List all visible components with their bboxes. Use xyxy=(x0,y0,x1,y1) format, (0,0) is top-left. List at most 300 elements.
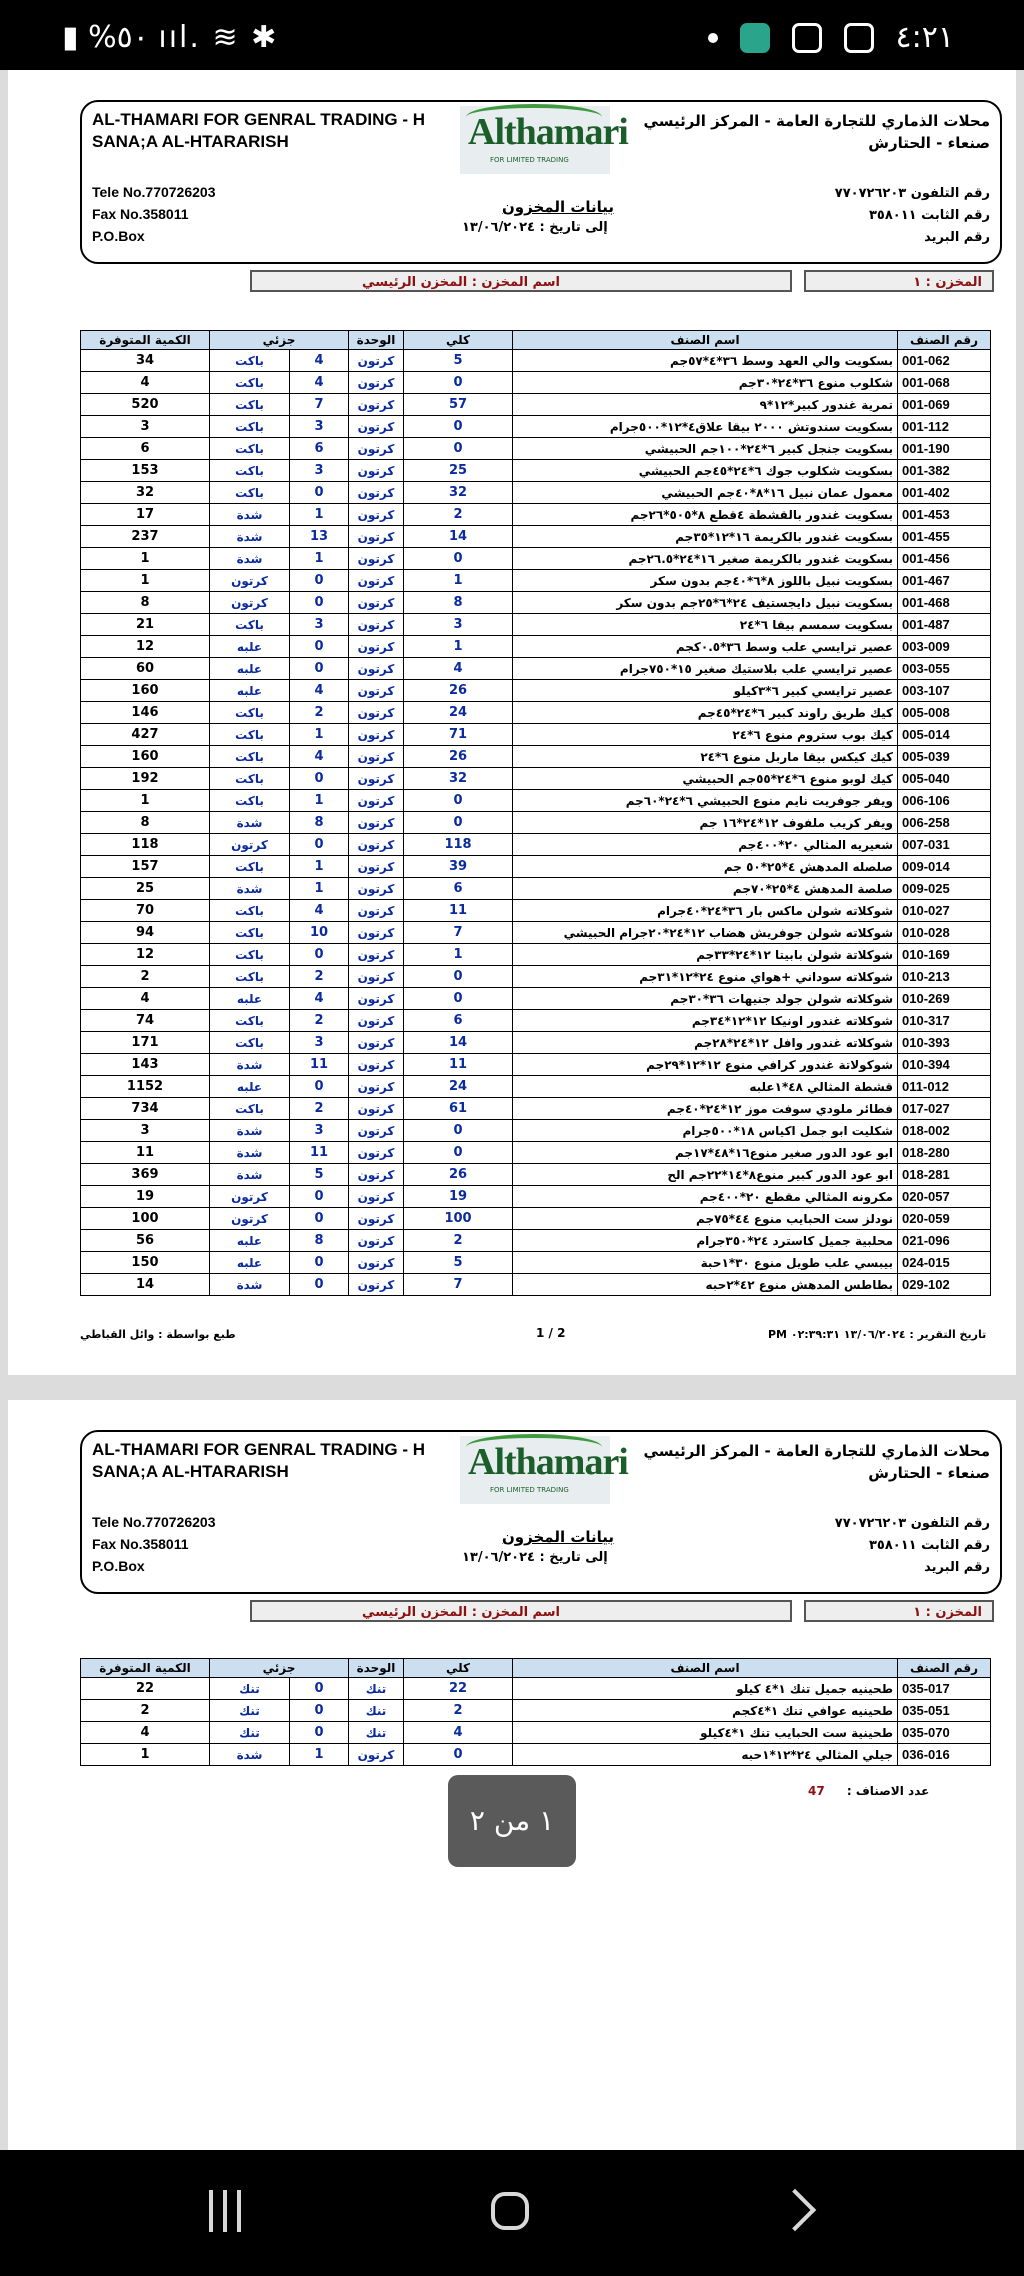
package-unit-cell: شدة xyxy=(210,1274,290,1296)
item-name-cell: كيك لوبو منوع ٦*٢٤*٥٥جم الحبيشي xyxy=(513,768,898,790)
item-code-cell: 001-402 xyxy=(898,482,991,504)
col-name-header: اسم الصنف xyxy=(513,1659,898,1678)
total-qty-cell: 26 xyxy=(404,680,513,702)
total-qty-cell: 4 xyxy=(404,1722,513,1744)
total-qty-cell: 0 xyxy=(404,1142,513,1164)
table-row xyxy=(81,1010,991,1032)
item-code-cell: 018-280 xyxy=(898,1142,991,1164)
table-row xyxy=(81,680,991,702)
partial-qty-cell: 0 xyxy=(290,834,349,856)
table-row xyxy=(81,922,991,944)
qty-cell: 12 xyxy=(81,944,210,966)
package-unit-cell: باكت xyxy=(210,746,290,768)
unit-cell: كرتون xyxy=(349,592,404,614)
item-name-cell: تمرية غندور كبير*١٢*٩ xyxy=(513,394,898,416)
table-row xyxy=(81,1098,991,1120)
company-name-ar: محلات الذماري للتجارة العامة - المركز الرئيسي xyxy=(643,112,990,130)
pobox-en: P.O.Box xyxy=(92,228,145,244)
total-qty-cell: 14 xyxy=(404,526,513,548)
package-unit-cell: باكت xyxy=(210,900,290,922)
item-code-cell: 018-281 xyxy=(898,1164,991,1186)
unit-cell: كرتون xyxy=(349,1032,404,1054)
package-unit-cell: تنك xyxy=(210,1722,290,1744)
total-qty-cell: 71 xyxy=(404,724,513,746)
item-name-cell: بسكويت نبيل دايجستيف ٢٤*٦*٢٥جم بدون سكر xyxy=(513,592,898,614)
item-name-cell: شعيريه المثالي ٢٠*٤٠٠جم xyxy=(513,834,898,856)
item-name-cell: شوكلاته غندور اونيكا ١٢*١٢*٣٤جم xyxy=(513,1010,898,1032)
total-qty-cell: 32 xyxy=(404,482,513,504)
unit-cell: كرتون xyxy=(349,702,404,724)
unit-cell: كرتون xyxy=(349,1164,404,1186)
partial-qty-cell: 3 xyxy=(290,460,349,482)
qty-cell: 14 xyxy=(81,1274,210,1296)
company-name-en: AL-THAMARI FOR GENRAL TRADING - H xyxy=(92,1440,426,1459)
phone-ar: رقم التلفون ٧٧٠٧٢٦٢٠٣ xyxy=(834,186,990,201)
package-unit-cell: شدة xyxy=(210,812,290,834)
qty-cell: 150 xyxy=(81,1252,210,1274)
unit-cell: كرتون xyxy=(349,438,404,460)
table-row xyxy=(81,394,991,416)
page-number: 1 / 2 xyxy=(536,1326,566,1340)
partial-qty-cell: 2 xyxy=(290,1010,349,1032)
unit-cell: كرتون xyxy=(349,856,404,878)
item-name-cell: محلبية جميل كاسترد ٢٤*٣٥٠جرام xyxy=(513,1230,898,1252)
table-row xyxy=(81,988,991,1010)
partial-qty-cell: 4 xyxy=(290,746,349,768)
qty-cell: 160 xyxy=(81,680,210,702)
phone-en: Tele No.770726203 xyxy=(92,184,216,200)
notification-dot-icon xyxy=(708,33,718,43)
unit-cell: كرتون xyxy=(349,1208,404,1230)
instagram-icon xyxy=(844,23,874,53)
item-code-cell: 003-055 xyxy=(898,658,991,680)
unit-cell: كرتون xyxy=(349,1142,404,1164)
package-unit-cell: باكت xyxy=(210,768,290,790)
item-code-cell: 010-269 xyxy=(898,988,991,1010)
item-name-cell: بسكويت جنجل كبير ٦*٢٤*١٠٠جم الحبيشي xyxy=(513,438,898,460)
table-row xyxy=(81,460,991,482)
qty-cell: 4 xyxy=(81,988,210,1010)
qty-cell: 146 xyxy=(81,702,210,724)
qty-cell: 32 xyxy=(81,482,210,504)
qty-cell: 1 xyxy=(81,548,210,570)
unit-cell: كرتون xyxy=(349,834,404,856)
item-name-cell: فطائر ملودي سوفت موز ١٢*٢٤*٤٠جم xyxy=(513,1098,898,1120)
total-qty-cell: 2 xyxy=(404,1700,513,1722)
item-name-cell: عصير ترايسي علب وسط ٣٦*٠.٥كجم xyxy=(513,636,898,658)
table-row xyxy=(81,1164,991,1186)
unit-cell: كرتون xyxy=(349,1010,404,1032)
battery-text: %٥٠ xyxy=(88,20,159,55)
item-name-cell: شوكولاتة غندور كرافي منوع ١٢*١٢*٢٩جم xyxy=(513,1054,898,1076)
unit-cell: تنك xyxy=(349,1700,404,1722)
package-unit-cell: باكت xyxy=(210,966,290,988)
package-unit-cell: باكت xyxy=(210,1098,290,1120)
partial-qty-cell: 1 xyxy=(290,878,349,900)
unit-cell: كرتون xyxy=(349,570,404,592)
table-row xyxy=(81,724,991,746)
back-button[interactable] xyxy=(774,2189,816,2231)
total-qty-cell: 0 xyxy=(404,1120,513,1142)
partial-qty-cell: 0 xyxy=(290,636,349,658)
item-code-cell: 036-016 xyxy=(898,1744,991,1766)
total-qty-cell: 0 xyxy=(404,372,513,394)
partial-qty-cell: 11 xyxy=(290,1054,349,1076)
table-row xyxy=(81,1054,991,1076)
store-name-box: اسم المخزن : المخزن الرئيسي xyxy=(250,270,792,292)
item-code-cell: 018-002 xyxy=(898,1120,991,1142)
qty-cell: 100 xyxy=(81,1208,210,1230)
total-qty-cell: 100 xyxy=(404,1208,513,1230)
package-unit-cell: باكت xyxy=(210,856,290,878)
unit-cell: كرتون xyxy=(349,1120,404,1142)
item-name-cell: ابو عود الدور صغير منوع١٦*٤٨*١٧جم xyxy=(513,1142,898,1164)
partial-qty-cell: 0 xyxy=(290,1274,349,1296)
status-right xyxy=(708,20,954,55)
table-row xyxy=(81,1142,991,1164)
partial-qty-cell: 3 xyxy=(290,614,349,636)
package-unit-cell: باكت xyxy=(210,944,290,966)
total-qty-cell: 0 xyxy=(404,988,513,1010)
item-code-cell: 011-012 xyxy=(898,1076,991,1098)
unit-cell: تنك xyxy=(349,1722,404,1744)
table-row xyxy=(81,1230,991,1252)
item-code-cell: 029-102 xyxy=(898,1274,991,1296)
package-unit-cell: باكت xyxy=(210,350,290,372)
col-unit-header: الوحدة xyxy=(349,1659,404,1678)
partial-qty-cell: 1 xyxy=(290,790,349,812)
total-qty-cell: 24 xyxy=(404,702,513,724)
unit-cell: كرتون xyxy=(349,944,404,966)
partial-qty-cell: 4 xyxy=(290,988,349,1010)
total-qty-cell: 19 xyxy=(404,1186,513,1208)
package-unit-cell: باكت xyxy=(210,724,290,746)
qty-cell: 34 xyxy=(81,350,210,372)
company-name-ar: محلات الذماري للتجارة العامة - المركز الرئيسي xyxy=(643,1442,990,1460)
col-juz-header: جزئي xyxy=(210,1659,349,1678)
col-kulli-header: كلي xyxy=(404,331,513,350)
package-unit-cell: شدة xyxy=(210,878,290,900)
total-qty-cell: 24 xyxy=(404,1076,513,1098)
col-name-header: اسم الصنف xyxy=(513,331,898,350)
table-row xyxy=(81,1120,991,1142)
package-unit-cell: تنك xyxy=(210,1678,290,1700)
pobox-en: P.O.Box xyxy=(92,1558,145,1574)
package-unit-cell: باكت xyxy=(210,438,290,460)
pobox-ar: رقم البريد xyxy=(924,1560,990,1575)
table-header-row xyxy=(81,1659,991,1678)
unit-cell: كرتون xyxy=(349,768,404,790)
company-branch-ar: صنعاء - الحتارش xyxy=(868,134,990,152)
total-qty-cell: 1 xyxy=(404,944,513,966)
partial-qty-cell: 1 xyxy=(290,548,349,570)
qty-cell: 11 xyxy=(81,1142,210,1164)
item-name-cell: صلصة المدهش ٤*٢٥*٧٠جم xyxy=(513,878,898,900)
package-unit-cell: كرتون xyxy=(210,592,290,614)
qty-cell: 157 xyxy=(81,856,210,878)
total-qty-cell: 61 xyxy=(404,1098,513,1120)
item-name-cell: شوكلاته شولن جولد جنيهات ٣٦*٣٠جم xyxy=(513,988,898,1010)
total-qty-cell: 6 xyxy=(404,878,513,900)
item-code-cell: 001-190 xyxy=(898,438,991,460)
recent-apps-button[interactable] xyxy=(205,2190,245,2232)
total-qty-cell: 0 xyxy=(404,438,513,460)
total-qty-cell: 57 xyxy=(404,394,513,416)
qty-cell: 1 xyxy=(81,1744,210,1766)
document-title: بيانات المخزون xyxy=(502,1528,615,1546)
unit-cell: كرتون xyxy=(349,900,404,922)
table-row xyxy=(81,1032,991,1054)
qty-cell: 734 xyxy=(81,1098,210,1120)
item-name-cell: بسكويت شكلوب جوك ٦*٢٤*٤٥جم الحبيشي xyxy=(513,460,898,482)
item-name-cell: بسكويت غندور بالكريمة صغير ١٦*٢٤*٢٦.٥جم xyxy=(513,548,898,570)
item-code-cell: 001-453 xyxy=(898,504,991,526)
qty-cell: 25 xyxy=(81,878,210,900)
partial-qty-cell: 6 xyxy=(290,438,349,460)
partial-qty-cell: 1 xyxy=(290,1744,349,1766)
unit-cell: كرتون xyxy=(349,416,404,438)
total-qty-cell: 5 xyxy=(404,1252,513,1274)
total-qty-cell: 1 xyxy=(404,636,513,658)
col-qty-header: الكمية المتوفرة xyxy=(81,1659,210,1678)
unit-cell: كرتون xyxy=(349,482,404,504)
item-code-cell: 001-468 xyxy=(898,592,991,614)
unit-cell: كرتون xyxy=(349,812,404,834)
company-logo: Althamari FOR LIMITED TRADING xyxy=(460,106,610,174)
item-code-cell: 001-112 xyxy=(898,416,991,438)
table-row xyxy=(81,636,991,658)
package-unit-cell: شدة xyxy=(210,1142,290,1164)
qty-cell: 237 xyxy=(81,526,210,548)
total-qty-cell: 32 xyxy=(404,768,513,790)
partial-qty-cell: 4 xyxy=(290,680,349,702)
partial-qty-cell: 3 xyxy=(290,1120,349,1142)
unit-cell: كرتون xyxy=(349,966,404,988)
partial-qty-cell: 4 xyxy=(290,900,349,922)
qty-cell: 1152 xyxy=(81,1076,210,1098)
package-unit-cell: شدة xyxy=(210,504,290,526)
table-row xyxy=(81,350,991,372)
document-date: إلى تاريخ : ١٣/٠٦/٢٠٢٤ xyxy=(462,1550,608,1565)
unit-cell: كرتون xyxy=(349,878,404,900)
qty-cell: 4 xyxy=(81,372,210,394)
unit-cell: كرتون xyxy=(349,746,404,768)
report-header xyxy=(80,100,1002,264)
table-row xyxy=(81,834,991,856)
item-code-cell: 024-015 xyxy=(898,1252,991,1274)
item-name-cell: شوكلاته سوداني +هواي منوع ٢٤*١٢*٣١جم xyxy=(513,966,898,988)
qty-cell: 2 xyxy=(81,1700,210,1722)
item-code-cell: 020-059 xyxy=(898,1208,991,1230)
table-row xyxy=(81,1700,991,1722)
item-name-cell: ابو عود الدور كبير منوع٨*١٤*٢٢جم الح xyxy=(513,1164,898,1186)
qty-cell: 192 xyxy=(81,768,210,790)
package-unit-cell: باكت xyxy=(210,372,290,394)
unit-cell: كرتون xyxy=(349,614,404,636)
total-qty-cell: 0 xyxy=(404,548,513,570)
unit-cell: كرتون xyxy=(349,394,404,416)
inventory-table-page-2 xyxy=(80,1658,991,1766)
item-name-cell: طحينيه جميل تنك ١*٤ كيلو xyxy=(513,1678,898,1700)
unit-cell: كرتون xyxy=(349,988,404,1010)
home-button[interactable] xyxy=(491,2192,529,2230)
item-name-cell: ويفر كريب ملفوف ١٢*٢٤*١٦ جم xyxy=(513,812,898,834)
package-unit-cell: علبه xyxy=(210,1076,290,1098)
total-qty-cell: 11 xyxy=(404,900,513,922)
package-unit-cell: شدة xyxy=(210,548,290,570)
item-code-cell: 001-467 xyxy=(898,570,991,592)
app-notification-icon xyxy=(740,23,770,53)
qty-cell: 160 xyxy=(81,746,210,768)
item-code-cell: 007-031 xyxy=(898,834,991,856)
partial-qty-cell: 2 xyxy=(290,702,349,724)
qty-cell: 60 xyxy=(81,658,210,680)
item-code-cell: 017-027 xyxy=(898,1098,991,1120)
package-unit-cell: باكت xyxy=(210,460,290,482)
partial-qty-cell: 0 xyxy=(290,1722,349,1744)
package-unit-cell: علبه xyxy=(210,1252,290,1274)
package-unit-cell: باكت xyxy=(210,1032,290,1054)
table-row xyxy=(81,966,991,988)
total-qty-cell: 6 xyxy=(404,1010,513,1032)
battery-saver-icon: ▮ xyxy=(62,20,79,55)
unit-cell: كرتون xyxy=(349,680,404,702)
unit-cell: كرتون xyxy=(349,1076,404,1098)
item-code-cell: 001-062 xyxy=(898,350,991,372)
item-code-cell: 005-008 xyxy=(898,702,991,724)
partial-qty-cell: 0 xyxy=(290,1678,349,1700)
item-name-cell: عصير ترايسي كبير ٦*٣كيلو xyxy=(513,680,898,702)
total-qty-cell: 14 xyxy=(404,1032,513,1054)
item-count-value: 47 xyxy=(808,1784,825,1798)
item-code-cell: 005-040 xyxy=(898,768,991,790)
col-unit-header: الوحدة xyxy=(349,331,404,350)
clock: ٤:٢١ xyxy=(895,20,954,55)
item-code-cell: 021-096 xyxy=(898,1230,991,1252)
item-name-cell: بسكويت غندور بالقشطة ٤قطع ٨*٥٠٥*٢٦جم xyxy=(513,504,898,526)
item-name-cell: نودلز ست الحبايب منوع ٤٤*٧٥جم xyxy=(513,1208,898,1230)
table-row xyxy=(81,900,991,922)
store-number-box: المخزن : ١ xyxy=(804,1600,994,1622)
phone-en: Tele No.770726203 xyxy=(92,1514,216,1530)
package-unit-cell: باكت xyxy=(210,1010,290,1032)
package-unit-cell: كرتون xyxy=(210,834,290,856)
total-qty-cell: 118 xyxy=(404,834,513,856)
fax-en: Fax No.358011 xyxy=(92,206,189,222)
partial-qty-cell: 0 xyxy=(290,570,349,592)
package-unit-cell: تنك xyxy=(210,1700,290,1722)
qty-cell: 143 xyxy=(81,1054,210,1076)
pobox-ar: رقم البريد xyxy=(924,230,990,245)
item-code-cell: 001-455 xyxy=(898,526,991,548)
table-row xyxy=(81,702,991,724)
qty-cell: 427 xyxy=(81,724,210,746)
total-qty-cell: 22 xyxy=(404,1678,513,1700)
document-title: بيانات المخزون xyxy=(502,198,615,216)
item-name-cell: بسكويت نبيل باللوز ٨*٦*٤٠جم بدون سكر xyxy=(513,570,898,592)
status-bar xyxy=(0,0,1024,70)
partial-qty-cell: 1 xyxy=(290,856,349,878)
qty-cell: 153 xyxy=(81,460,210,482)
inventory-table-page-1 xyxy=(80,330,991,1296)
item-name-cell: صلصله المدهش ٤*٢٥*٥٠ جم xyxy=(513,856,898,878)
package-unit-cell: باكت xyxy=(210,394,290,416)
unit-cell: كرتون xyxy=(349,1098,404,1120)
package-unit-cell: باكت xyxy=(210,416,290,438)
item-name-cell: كيك بوب ستروم منوع ٦*٢٤ xyxy=(513,724,898,746)
table-row xyxy=(81,570,991,592)
item-name-cell: طحينية ست الحبايب تنك ١*٤كيلو xyxy=(513,1722,898,1744)
unit-cell: كرتون xyxy=(349,636,404,658)
col-kulli-header: كلي xyxy=(404,1659,513,1678)
unit-cell: كرتون xyxy=(349,1186,404,1208)
total-qty-cell: 2 xyxy=(404,1230,513,1252)
package-unit-cell: علبه xyxy=(210,680,290,702)
package-unit-cell: علبه xyxy=(210,1230,290,1252)
page-indicator-badge: ١ من ٢ xyxy=(448,1775,576,1867)
table-row xyxy=(81,504,991,526)
table-row xyxy=(81,790,991,812)
package-unit-cell: علبه xyxy=(210,988,290,1010)
table-row xyxy=(81,592,991,614)
partial-qty-cell: 3 xyxy=(290,1032,349,1054)
unit-cell: تنك xyxy=(349,1678,404,1700)
unit-cell: كرتون xyxy=(349,1744,404,1766)
partial-qty-cell: 0 xyxy=(290,1208,349,1230)
qty-cell: 4 xyxy=(81,1722,210,1744)
package-unit-cell: كرتون xyxy=(210,570,290,592)
table-row xyxy=(81,1186,991,1208)
package-unit-cell: شدة xyxy=(210,1164,290,1186)
partial-qty-cell: 4 xyxy=(290,372,349,394)
partial-qty-cell: 0 xyxy=(290,944,349,966)
qty-cell: 22 xyxy=(81,1678,210,1700)
item-name-cell: شوكلاته شولن ماكس بار ٣٦*٢٤*٤٠جرام xyxy=(513,900,898,922)
partial-qty-cell: 1 xyxy=(290,504,349,526)
partial-qty-cell: 8 xyxy=(290,812,349,834)
partial-qty-cell: 0 xyxy=(290,592,349,614)
item-name-cell: بيبسي علب طويل منوع ٣٠*١حبة xyxy=(513,1252,898,1274)
table-row xyxy=(81,658,991,680)
package-unit-cell: باكت xyxy=(210,790,290,812)
table-row xyxy=(81,1252,991,1274)
item-name-cell: كيك كيكس بيقا ماربل منوع ٦*٢٤ xyxy=(513,746,898,768)
qty-cell: 171 xyxy=(81,1032,210,1054)
package-unit-cell: باكت xyxy=(210,482,290,504)
wifi-icon: ≋ xyxy=(212,20,240,55)
fax-en: Fax No.358011 xyxy=(92,1536,189,1552)
item-code-cell: 003-009 xyxy=(898,636,991,658)
item-name-cell: شوكلاته شولن جوفريش هضاب ١٢*٢٤*٢٠جرام الحبيشي xyxy=(513,922,898,944)
total-qty-cell: 0 xyxy=(404,416,513,438)
table-row xyxy=(81,746,991,768)
package-unit-cell: باكت xyxy=(210,922,290,944)
report-header xyxy=(80,1430,1002,1594)
partial-qty-cell: 7 xyxy=(290,394,349,416)
table-row xyxy=(81,768,991,790)
unit-cell: كرتون xyxy=(349,790,404,812)
partial-qty-cell: 0 xyxy=(290,1186,349,1208)
total-qty-cell: 1 xyxy=(404,570,513,592)
company-branch-en: SANA;A AL-HTARARISH xyxy=(92,1462,289,1481)
partial-qty-cell: 0 xyxy=(290,1076,349,1098)
printed-by: طبع بواسطة : وائل القباطي xyxy=(80,1328,236,1341)
partial-qty-cell: 1 xyxy=(290,724,349,746)
package-unit-cell: باكت xyxy=(210,614,290,636)
total-qty-cell: 26 xyxy=(404,1164,513,1186)
item-name-cell: شكلوب منوع ٣٦*٢٤*٣٠جم xyxy=(513,372,898,394)
package-unit-cell: علبه xyxy=(210,636,290,658)
